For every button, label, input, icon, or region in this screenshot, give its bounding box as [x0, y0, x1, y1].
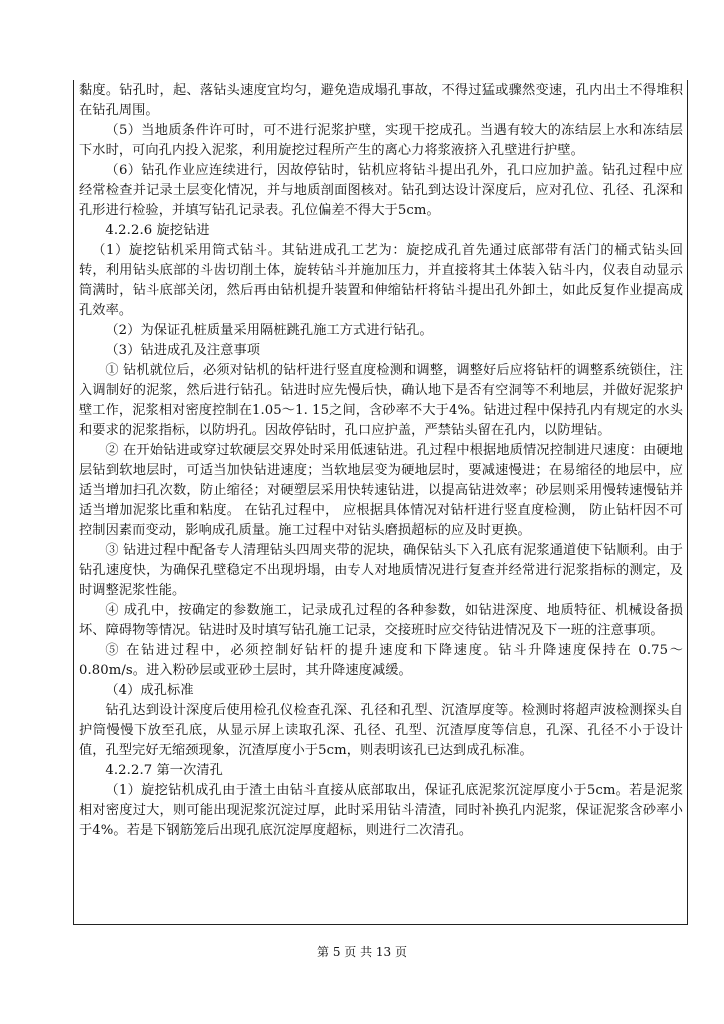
paragraph-rotary-item-2: （2）为保证孔桩质量采用隔桩跳孔施工方式进行钻孔。 [105, 323, 433, 338]
paragraph-note-4: ④ 成孔中，按确定的参数施工，记录成孔过程的各种参数，如钻进深度、地质特征、机械设备损坏、障碍物等情况。钻进时及时填写钻孔施工记录，交接班时应交待钻进情况及下一班的注意事项。 [79, 603, 683, 638]
paragraph-rotary-item-1: （1）旋挖钻机采用筒式钻斗。其钻进成孔工艺为：旋挖成孔首先通过底部带有活门的桶式钻头回转，利用钻头底部的斗齿切削土体，旋转钻斗并施加压力，并直接将其土体装入钻斗内，仪表自动显示筒满时，钻斗底部关闭，然后再由钻机提升装置和伸缩钻杆将钻斗提出孔外卸土，如此反复作业提高成孔效率。 [79, 243, 683, 318]
subheading-drilling-notes: （3）钻进成孔及注意事项 [105, 343, 261, 358]
paragraph-note-3: ③ 钻进过程中配备专人清理钻头四周夹带的泥块，确保钻头下入孔底有泥浆通道使下钻顺利。由于钻孔速度快，为确保孔壁稳定不出现坍塌，由专人对地质情况进行复查并经常进行泥浆指标的测定，及时调整泥浆性能。 [79, 543, 683, 598]
paragraph-note-1: ① 钻机就位后，必须对钻机的钻杆进行竖直度检测和调整，调整好后应将钻杆的调整系统锁住，注入调制好的泥浆，然后进行钻孔。钻进时应先慢后快，确认地下是否有空洞等不利地层，并做好泥浆护壁工作，泥浆相对密度控制在1.05～1. 15之间，含砂率不大于4%。钻进过程中保持孔内有规定的水头和要求的泥浆指标，以防坍孔。因故停钻时，孔口应护盖，严禁钻头留在孔内，以防埋钻。 [79, 363, 683, 438]
paragraph-hole-standard: 钻孔达到设计深度后使用检孔仪检查孔深、孔径和孔型、沉渣厚度等。检测时将超声波检测探头自护筒慢慢下放至孔底，从显示屏上读取孔深、孔径、孔型、沉渣厚度等信息，孔深、孔径不小于设计值，孔型完好无缩颈现象，沉渣厚度小于5cm，则表明该孔已达到成孔标准。 [79, 703, 683, 758]
section-heading-4-2-2-6: 4.2.2.6 旋挖钻进 [105, 223, 210, 238]
paragraph-note-2: ② 在开始钻进或穿过软硬层交界处时采用低速钻进。孔过程中根据地质情况控制进尺速度：由硬地层钻到软地层时，可适当加快钻进速度；当软地层变为硬地层时，要减速慢进；在易缩径的地层中，应适当增加扫孔次数，防止缩径；对硬塑层采用快转速钻进，以提高钻进效率；砂层则采用慢转速慢钻并适当增加泥浆比重和粘度。 在钻孔过程中， 应根据具体情况对钻杆进行竖直度检测， 防止钻杆因不可控制因素而变动，影响成孔质量。施工过程中对钻头磨损超标的应及时更换。 [79, 443, 683, 538]
section-heading-4-2-2-7: 4.2.2.7 第一次清孔 [105, 763, 223, 778]
subheading-hole-standard: （4）成孔标准 [105, 683, 194, 698]
paragraph-note-5: ⑤ 在钻进过程中，必须控制好钻杆的提升速度和下降速度。钻斗升降速度保持在 0.75～0.80m/s。进入粉砂层或亚砂土层时，其升降速度减缓。 [79, 643, 683, 678]
paragraph-item-5: （5）当地质条件许可时，可不进行泥浆护壁，实现干挖成孔。当遇有较大的冻结层上水和冻结层下水时，可向孔内投入泥浆，利用旋挖过程所产生的离心力将浆液挤入孔壁进行护壁。 [79, 123, 683, 158]
page-number: 第 5 页 共 13 页 [317, 945, 407, 959]
paragraph-continuation: 黏度。钻孔时，起、落钻头速度宜均匀，避免造成塌孔事故，不得过猛或骤然变速，孔内出土不得堆积在钻孔周围。 [79, 83, 683, 118]
paragraph-first-cleaning: （1）旋挖钻机成孔由于渣土由钻斗直接从底部取出，保证孔底泥浆沉淀厚度小于5cm。若是泥浆相对密度过大，则可能出现泥浆沉淀过厚，此时采用钻斗清渣，同时补换孔内泥浆，保证泥浆含砂率小于4%。若是下钢筋笼后出现孔底沉淀厚度超标，则进行二次清孔。 [79, 783, 683, 838]
paragraph-item-6: （6）钻孔作业应连续进行，因故停钻时，钻机应将钻斗提出孔外，孔口应加护盖。钻孔过程中应经常检查并记录土层变化情况，并与地质剖面图核对。钻孔到达设计深度后，应对孔位、孔径、孔深和孔形进行检验，并填写钻孔记录表。孔位偏差不得大于5cm。 [79, 163, 683, 218]
document-body [79, 81, 683, 841]
